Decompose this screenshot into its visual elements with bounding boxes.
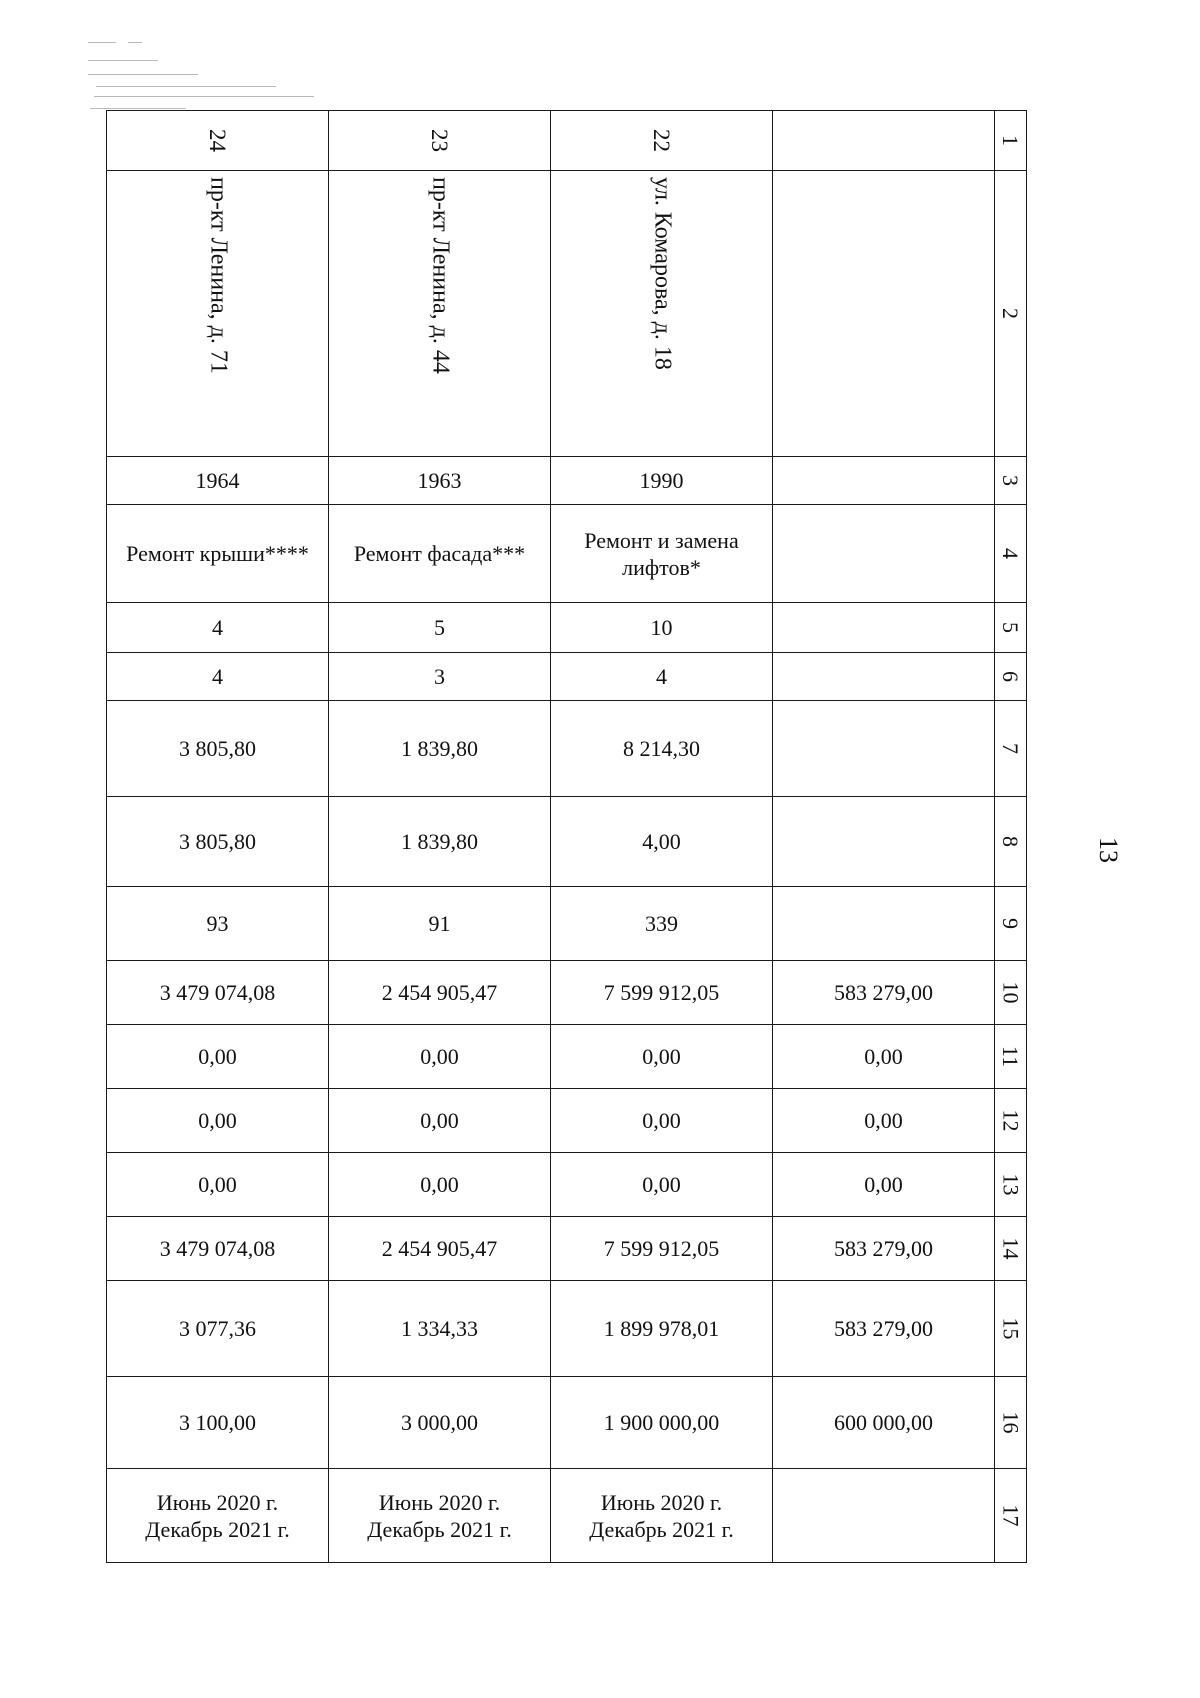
table-cell [329,111,551,171]
table-cell [107,887,329,961]
cell-value: 3 805,80 [179,829,256,854]
cell-value: 4,00 [642,829,681,854]
table-cell [329,653,551,701]
table-cell [107,1217,329,1281]
cell-value: 1 839,80 [401,829,478,854]
cell-value: 93 [206,911,229,936]
row-number-cell [995,111,1027,171]
row-number: 14 [998,1237,1023,1260]
table-cell [551,603,773,653]
cell-value: 0,00 [420,1172,459,1197]
table-cell [773,111,995,171]
table-cell [773,701,995,797]
table-cell [551,961,773,1025]
cell-value: 3 479 074,08 [159,980,276,1005]
cell-value: 8 214,30 [623,736,700,761]
table-cell [551,1377,773,1469]
row-number-cell [995,505,1027,603]
period-end: Декабрь 2021 г. [145,1516,290,1542]
table-cell [773,1089,995,1153]
table-cell [773,1025,995,1089]
table-cell [551,1025,773,1089]
cell-value: 0,00 [198,1108,237,1133]
cell-value: 4 [212,664,223,689]
table-cell [107,1469,329,1563]
row-number-cell [995,1217,1027,1281]
table-row [107,171,1027,457]
cell-value: Ремонт фасада*** [353,541,526,566]
table-cell [773,505,995,603]
table-cell [107,1025,329,1089]
cell-value: 7 599 912,05 [603,1236,720,1261]
row-number-cell [995,961,1027,1025]
row-number: 2 [998,308,1023,319]
period-end: Декабрь 2021 г. [367,1516,512,1542]
table-row [107,505,1027,603]
row-number-cell [995,1377,1027,1469]
table-cell [773,1469,995,1563]
table-cell [329,1153,551,1217]
table-cell [773,1281,995,1377]
row-number: 4 [998,548,1023,559]
cell-value: 1963 [417,468,462,493]
table-row [107,1025,1027,1089]
address-label: пр-кт Ленина, д. 44 [427,177,453,374]
table-cell [329,1281,551,1377]
table-row [107,961,1027,1025]
table-cell [551,505,773,603]
cell-value: 0,00 [864,1044,903,1069]
table-cell [329,1217,551,1281]
cell-value: Ремонт крыши**** [126,541,309,566]
table-cell [329,797,551,887]
table-cell [107,111,329,171]
cell-value: 583 279,00 [834,980,933,1005]
table-cell [107,653,329,701]
cell-value: Ремонт и замена лифтов* [584,527,739,580]
table-row [107,457,1027,505]
cell-value: 1 839,80 [401,736,478,761]
cell-value: 1964 [195,468,240,493]
cell-value: 339 [645,911,678,936]
cell-value: 3 [434,664,445,689]
column-index: 23 [427,129,452,152]
row-number-cell [995,1469,1027,1563]
cell-value: 0,00 [864,1172,903,1197]
table-cell [773,1153,995,1217]
table-cell [773,1217,995,1281]
row-number-cell [995,1153,1027,1217]
table-cell [107,1281,329,1377]
table-cell [773,1377,995,1469]
table-cell [329,887,551,961]
table-cell [551,887,773,961]
table-row [107,1469,1027,1563]
table-cell [329,1089,551,1153]
row-number: 10 [998,981,1023,1004]
row-number-cell [995,653,1027,701]
table-cell [773,797,995,887]
table-row [107,701,1027,797]
cell-value: 3 805,80 [179,736,256,761]
row-number: 16 [998,1411,1023,1434]
period-start: Июнь 2020 г. [156,1489,279,1515]
period-end: Декабрь 2021 г. [589,1516,734,1542]
table-cell [551,457,773,505]
cell-value: 600 000,00 [834,1410,933,1435]
cell-value: 583 279,00 [834,1316,933,1341]
table-row [107,1153,1027,1217]
table-row [107,653,1027,701]
table-cell [107,797,329,887]
address-label: ул. Комарова, д. 18 [649,177,675,370]
cell-value: 5 [434,615,445,640]
cell-value: 7 599 912,05 [603,980,720,1005]
cell-value: 3 479 074,08 [159,1236,276,1261]
row-number-cell [995,1089,1027,1153]
row-number-cell [995,1025,1027,1089]
period-start: Июнь 2020 г. [600,1489,723,1515]
cell-value: 0,00 [642,1044,681,1069]
table-cell [551,1089,773,1153]
cell-value: 1990 [639,468,684,493]
row-number: 3 [998,475,1023,486]
row-number: 7 [998,743,1023,754]
repair-table [106,110,1027,1563]
cell-value: 4 [656,664,667,689]
table-cell [551,1281,773,1377]
table-cell [773,603,995,653]
table-cell [329,1025,551,1089]
row-number-cell [995,797,1027,887]
table-cell [773,961,995,1025]
table-cell [107,1153,329,1217]
table-cell [773,887,995,961]
cell-value: 1 899 978,01 [603,1316,720,1341]
table-cell [107,171,329,457]
cell-value: 0,00 [198,1044,237,1069]
column-index: 22 [649,129,674,152]
cell-value: 0,00 [420,1044,459,1069]
table-cell [329,961,551,1025]
table-cell [107,505,329,603]
cell-value: 3 000,00 [401,1410,478,1435]
table-row [107,1281,1027,1377]
table-cell [329,1469,551,1563]
cell-value: 91 [428,911,451,936]
table-cell [107,701,329,797]
table-row [107,603,1027,653]
row-number: 17 [998,1504,1023,1527]
cell-value: 0,00 [642,1172,681,1197]
table-cell [551,1217,773,1281]
table-row [107,1217,1027,1281]
table-row [107,797,1027,887]
column-index: 24 [205,129,230,152]
row-number: 12 [998,1109,1023,1132]
cell-value: 3 100,00 [179,1410,256,1435]
table-cell [329,505,551,603]
cell-value: 0,00 [420,1108,459,1133]
address-label: пр-кт Ленина, д. 71 [205,177,231,374]
table-cell [551,111,773,171]
row-number-cell [995,887,1027,961]
row-number: 11 [998,1045,1023,1068]
table-cell [551,1469,773,1563]
row-number-cell [995,171,1027,457]
row-number: 5 [998,622,1023,633]
period-start: Июнь 2020 г. [378,1489,501,1515]
cell-value: 2 454 905,47 [381,1236,498,1261]
table-row [107,887,1027,961]
cell-value: 0,00 [642,1108,681,1133]
cell-value: 3 077,36 [179,1316,256,1341]
table-cell [551,797,773,887]
cell-value: 2 454 905,47 [381,980,498,1005]
table-cell [551,1153,773,1217]
table-cell [551,653,773,701]
table-cell [773,171,995,457]
row-number: 6 [998,671,1023,682]
row-number: 8 [998,836,1023,847]
table-cell [107,1377,329,1469]
row-number-cell [995,1281,1027,1377]
row-number-cell [995,603,1027,653]
table-cell [107,603,329,653]
table-cell [551,171,773,457]
cell-value: 583 279,00 [834,1236,933,1261]
page-number: 13 [1094,837,1123,863]
row-number-cell [995,701,1027,797]
row-number: 1 [998,135,1023,146]
row-number: 15 [998,1317,1023,1340]
table-cell [329,701,551,797]
cell-value: 0,00 [864,1108,903,1133]
table-cell [773,653,995,701]
table-cell [107,457,329,505]
cell-value: 1 334,33 [401,1316,478,1341]
table-row [107,111,1027,171]
table-cell [107,1089,329,1153]
cell-value: 0,00 [198,1172,237,1197]
row-number: 9 [998,918,1023,929]
row-number: 13 [998,1173,1023,1196]
row-number-cell [995,457,1027,505]
table-cell [773,457,995,505]
cell-value: 10 [650,615,673,640]
table-row [107,1377,1027,1469]
table-row [107,1089,1027,1153]
table-cell [329,603,551,653]
table-cell [551,701,773,797]
table-cell [329,171,551,457]
cell-value: 4 [212,615,223,640]
cell-value: 1 900 000,00 [603,1410,720,1435]
table-cell [107,961,329,1025]
table-cell [329,457,551,505]
table-cell [329,1377,551,1469]
